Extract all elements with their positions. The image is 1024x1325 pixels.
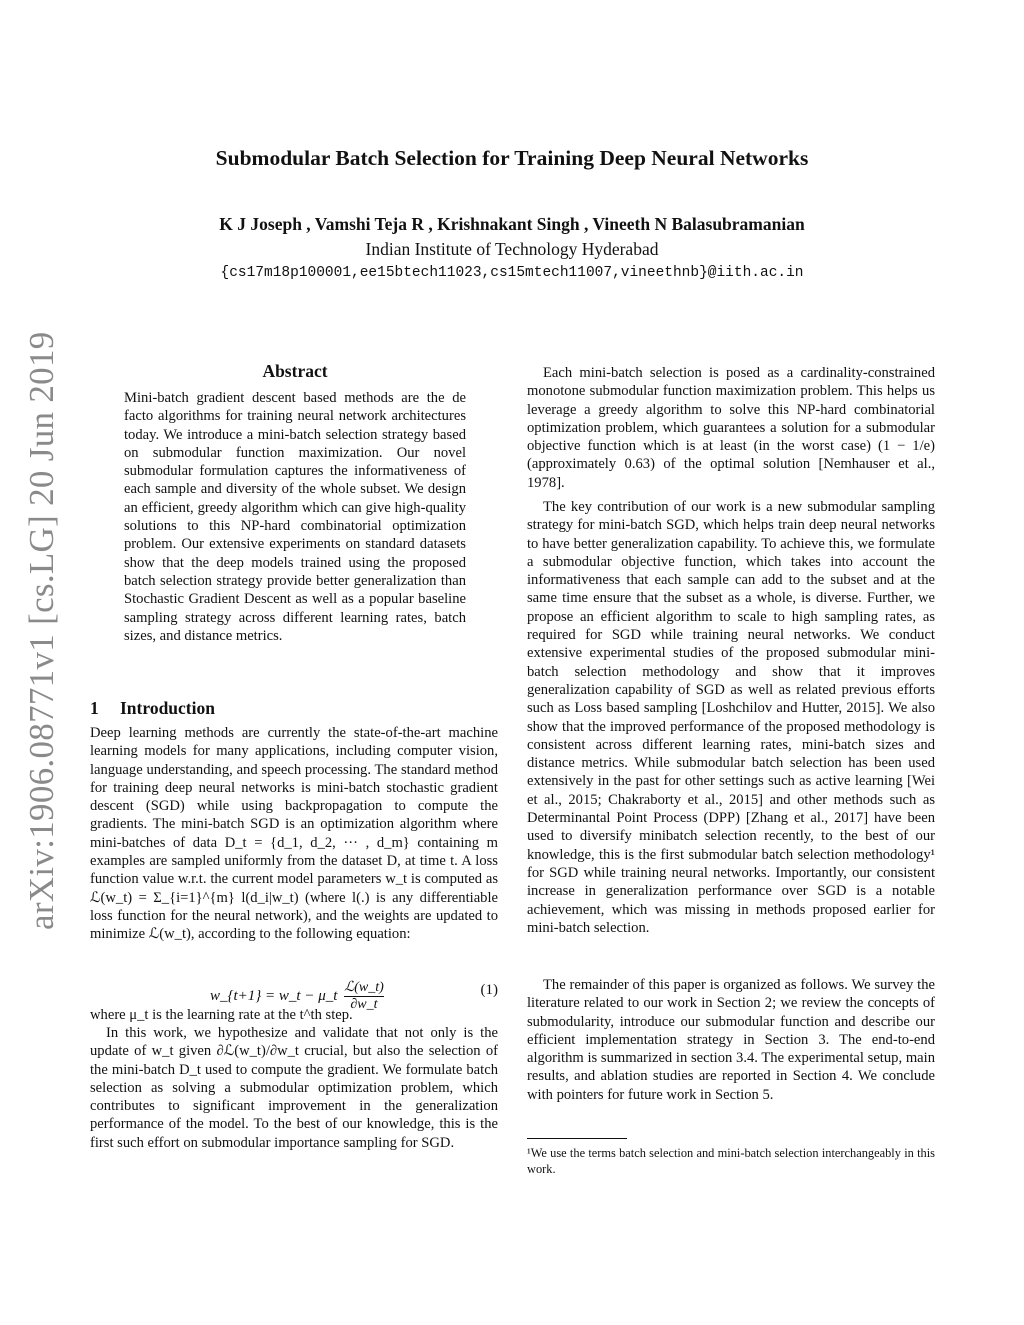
affiliation: Indian Institute of Technology Hyderabad — [365, 239, 659, 259]
abstract-heading: Abstract — [262, 361, 328, 381]
right-paragraph-1: Each mini-batch selection is posed as a cardinality-constrained monotone submodular function maximization problem. This helps us leverage a greedy algorithm to solve this NP-hard combinatorial optimization problem, which guarantees a solution for a submodular objective function which is at least (in the worst case) (1 − 1/e) (approximately 0.63) of the optimal solution [Nemhauser et al., 1978]. — [527, 365, 935, 491]
intro-paragraph-3: In this work, we hypothesize and validate that not only is the update of w_t given ∂ℒ(w_t)/∂w_t crucial, but also the selection of the mini-batch D_t used to compute the gradient. We formulate batch selection as solving a submodular optimization problem, which contributes to significant improvement in the generalization performance of the model. To the best of our knowledge, this is the first such effort on submodular importance sampling for SGD. — [90, 1025, 498, 1151]
author-list: K J Joseph , Vamshi Teja R , Krishnakant Singh , Vineeth N Balasubramanian — [219, 214, 805, 234]
intro-paragraph-2: where μ_t is the learning rate at the t^th step. — [90, 1007, 353, 1023]
section-heading-introduction — [90, 698, 215, 719]
intro-paragraph-1: Deep learning methods are currently the state-of-the-art machine learning models for many applications, including computer vision, language understanding, and speech processing. The standard method for training deep neural networks is mini-batch stochastic gradient descent (SGD) while using backpropagation to compute the gradients. The mini-batch SGD is an optimization algorithm where mini-batches of data D_t = {d_1, d_2, ··· , d_m} containing m examples are sampled uniformly from the dataset D, at time t. A loss function value w.r.t. the current model parameters w_t is computed as ℒ(w_t) = Σ_{i=1}^{m} l(d_i|w_t) (where l(.) is any differentiable loss function for the neural network), and the weights are updated to minimize ℒ(w_t), according to the following equation: — [90, 725, 498, 943]
right-paragraph-2: The key contribution of our work is a new submodular sampling strategy for mini-batch SGD, which helps train deep neural networks to have better generalization capability. To achieve this, we formulate a submodular objective function, which takes into account the informativeness that each sample can add to the subset and at the same time ensure that the subset as a whole, is diverse. Further, we propose an efficient algorithm to scale to high sampling rates, as required for SGD while training neural networks. We conduct extensive experimental studies of the proposed submodular mini-batch selection methodology and show that it improves generalization capability of SGD as well as related previous efforts such as Loss based sampling [Loshchilov and Hutter, 2015]. We also show that the improved performance of the proposed methodology is consistent across different learning rates, mini-batch sizes and distance metrics. While submodular batch selection has been used extensively in the past for other settings such as active learning [Wei et al., 2015; Chakraborty et al., 2015] and other methods such as Determinantal Point Process (DPP) [Zhang et al., 2017] have been used to diversify minibatch selection recently, to the best of our knowledge, this is the first submodular batch selection methodology¹ for SGD while training neural networks. Importantly, our consistent increase in generalization performance over SGD is a notable achievement, which was missing in methods proposed earlier for mini-batch selection. — [527, 499, 935, 936]
author-emails: {cs17m18p100001,ee15btech11023,cs15mtech11007,vineethnb}@iith.ac.in — [220, 265, 804, 281]
paper-title: Submodular Batch Selection for Training Deep Neural Networks — [215, 146, 809, 170]
footnote-rule — [527, 1138, 627, 1139]
equation-numerator: ℒ(w_t) — [344, 980, 384, 995]
abstract-text: Mini-batch gradient descent based methods are the de facto algorithms for training neural network architectures today. We introduce a mini-batch selection strategy based on submodular function maximization. Our novel submodular formulation captures the informativeness of each sample and diversity of the whole subset. We design an efficient, greedy algorithm which can give high-quality solutions to this NP-hard combinatorial optimization problem. Our extensive experiments on standard datasets show that the deep models trained using the proposed batch selection strategy provide better generalization than Stochastic Gradient Descent as well as a popular baseline sampling strategy across different learning rates, batch sizes, and distance metrics. — [124, 390, 466, 644]
right-paragraph-3: The remainder of this paper is organized as follows. We survey the literature related to our work in Section 2; we review the concepts of submodularity, introduce our submodular function and describe our efficient implementation strategy in Section 3. The end-to-end algorithm is summarized in section 3.4. The experimental setup, main results, and ablation studies are reported in Section 4. We conclude with pointers for future work in Section 5. — [527, 977, 935, 1103]
equation-1 — [90, 974, 498, 1010]
equation-number: (1) — [480, 982, 498, 998]
equation-denominator: ∂w_t — [344, 996, 384, 1013]
footnote: ¹We use the terms batch selection and mini-batch selection interchangeably in this work. — [527, 1146, 935, 1176]
section-title: Introduction — [120, 698, 215, 718]
arxiv-stamp: arXiv:1906.08771v1 [cs.LG] 20 Jun 2019 — [22, 331, 61, 930]
section-number: 1 — [90, 698, 99, 718]
equation-lhs: w_{t+1} = w_t − μ_t — [210, 987, 338, 1004]
